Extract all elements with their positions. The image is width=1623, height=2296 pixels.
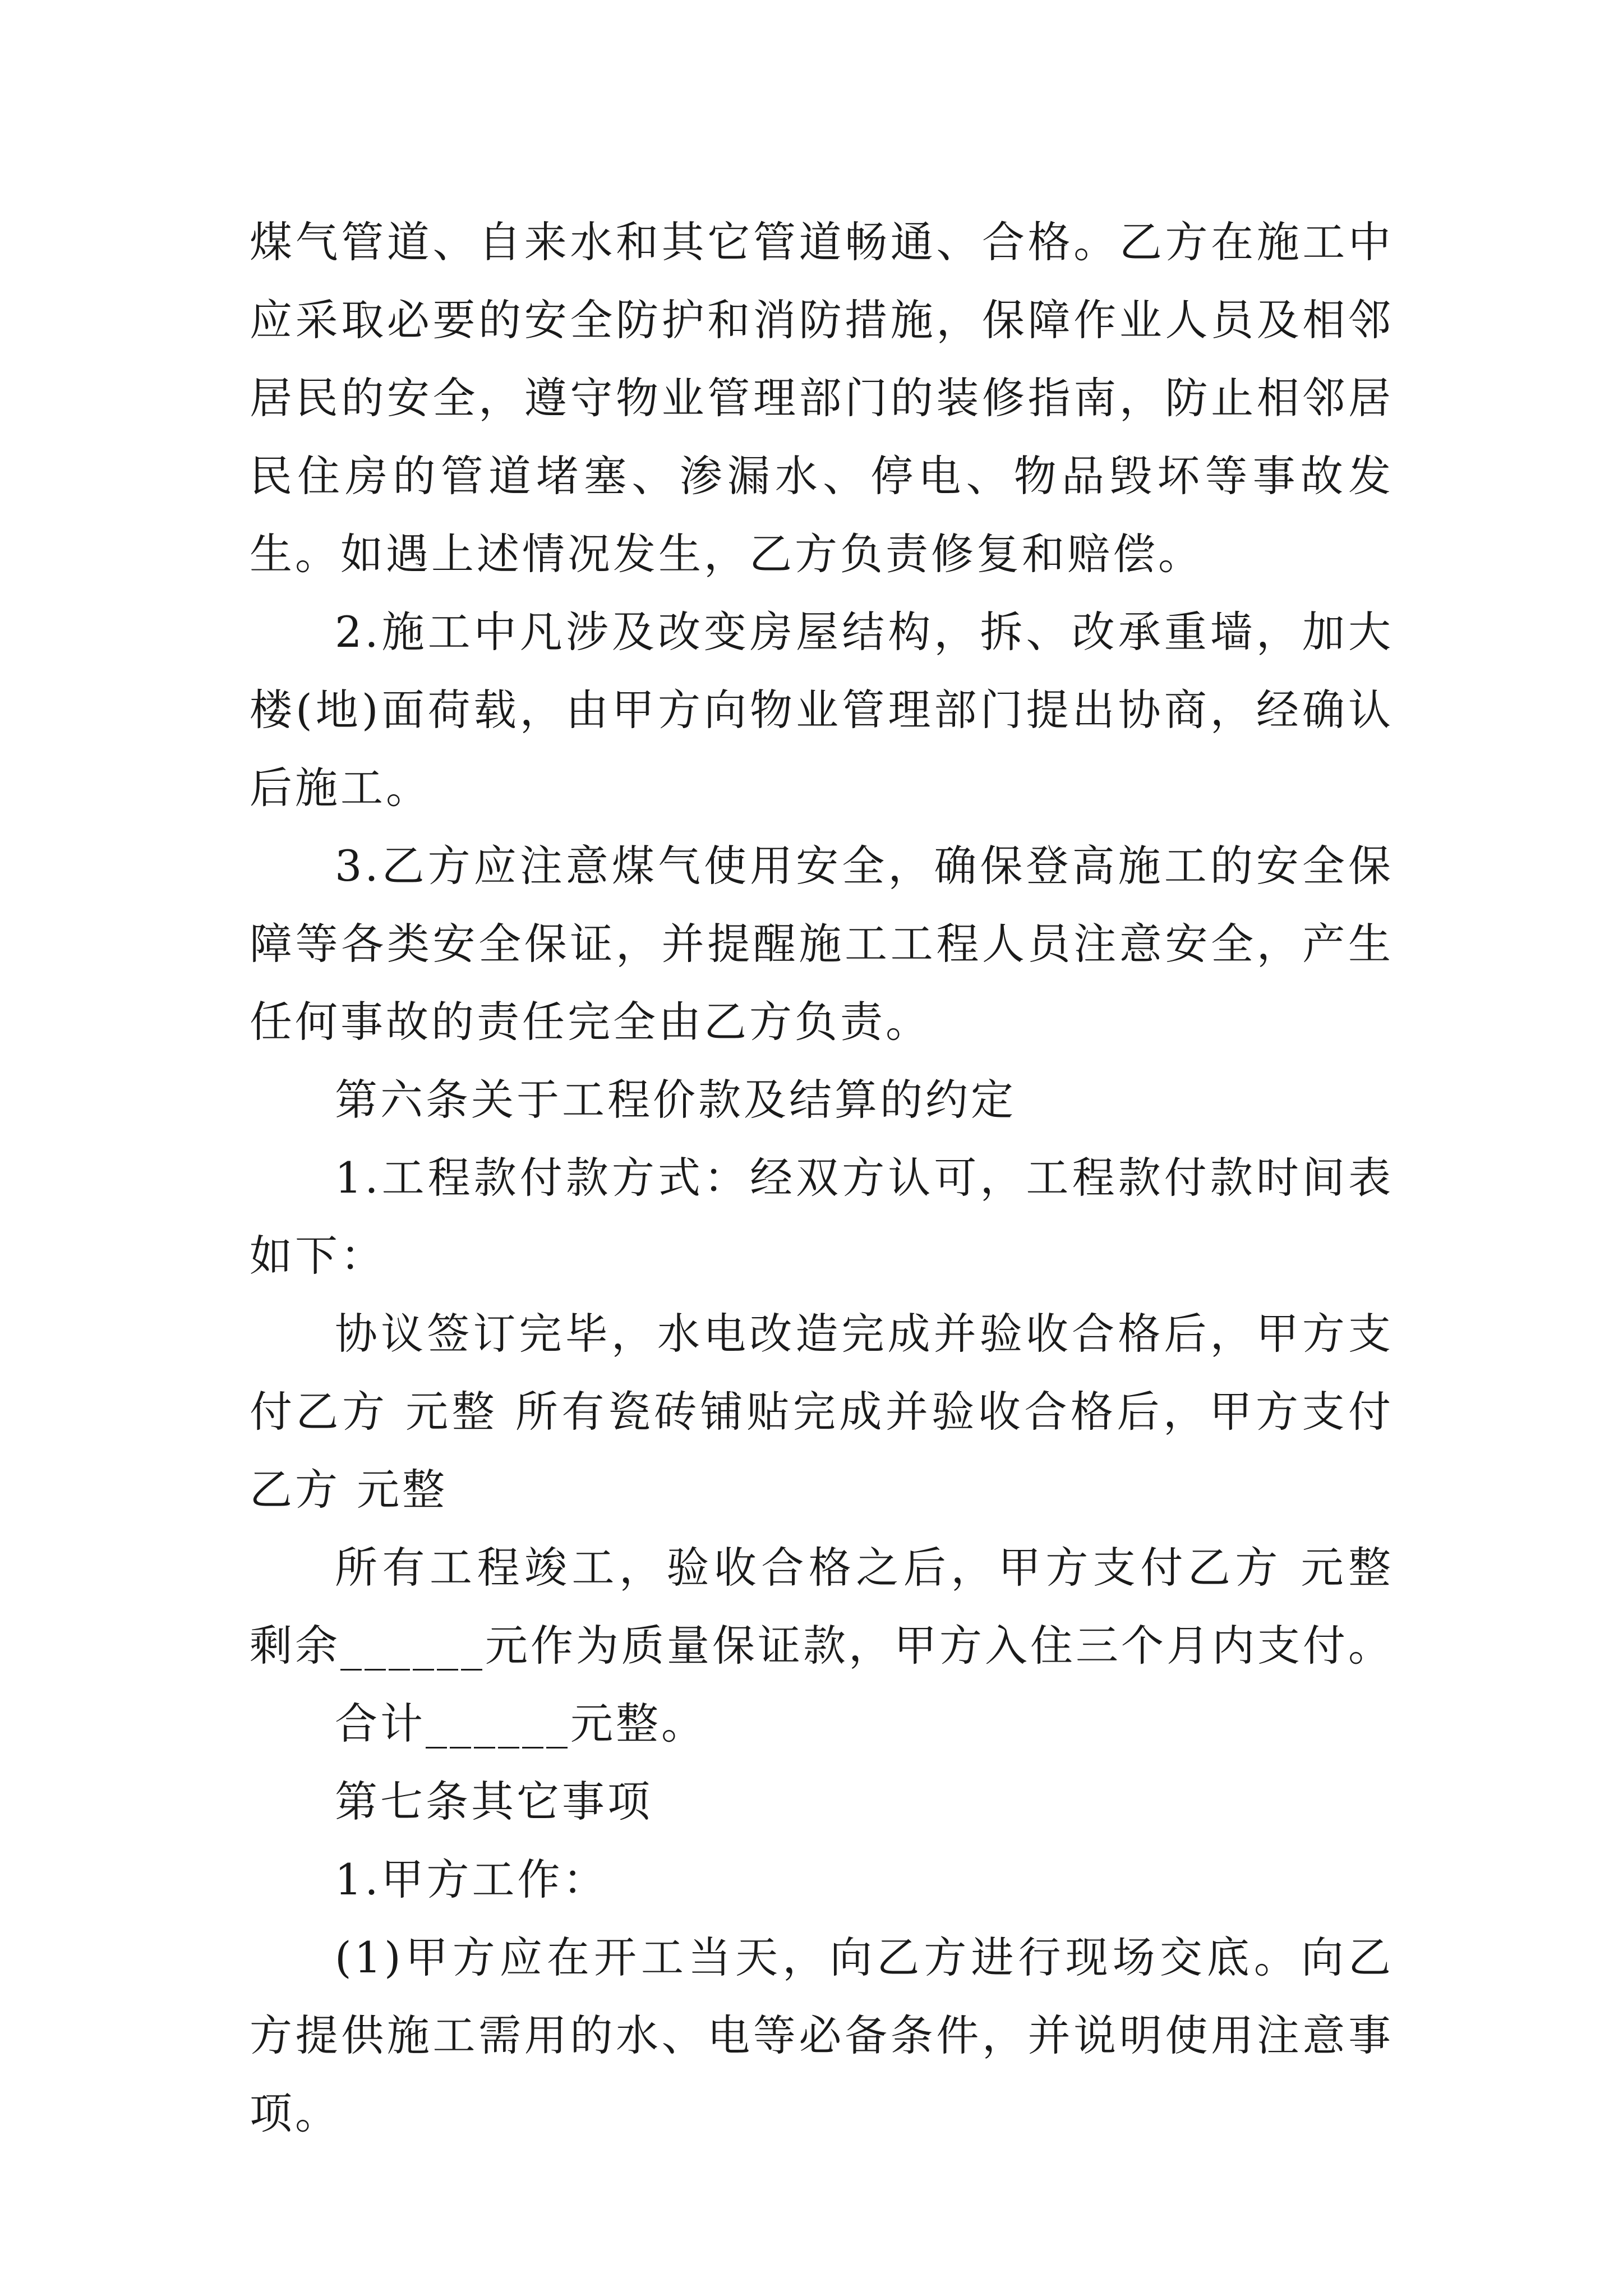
section-heading-article-6: 第六条关于工程价款及结算的约定 <box>335 1075 1016 1125</box>
paragraph-1: 煤气管道、自来水和其它管道畅通、合格。乙方在施工中应采取必要的安全防护和消防措施，保障作业人员及相邻居民的安全，遵守物业管理部门的装修指南，防止相邻居民住房的管道堵塞、渗漏水、停电、物品毁坏等事故发生。如遇上述情况发生，乙方负责修复和赔偿。 <box>250 217 1394 579</box>
paragraph-3: 3.乙方应注意煤气使用安全，确保登高施工的安全保障等各类安全保证，并提醒施工工程人员注意安全，产生任何事故的责任完全由乙方负责。 <box>250 841 1394 1047</box>
section-heading-article-7: 第七条其它事项 <box>335 1777 653 1826</box>
paragraph-party-a-work: 1.甲方工作： <box>335 1855 608 1904</box>
paragraph-payment-method: 1.工程款付款方式：经双方认可，工程款付款时间表如下： <box>250 1153 1394 1281</box>
paragraph-payment-schedule-1: 协议签订完毕，水电改造完成并验收合格后，甲方支付乙方 元整 所有瓷砖铺贴完成并验收合格后，甲方支付乙方 元整 <box>250 1309 1394 1515</box>
document-body <box>250 203 1394 2152</box>
paragraph-total: 合计______元整。 <box>335 1699 707 1749</box>
paragraph-2: 2.施工中凡涉及改变房屋结构，拆、改承重墙，加大楼(地)面荷载，由甲方向物业管理部门提出协商，经确认后施工。 <box>250 607 1394 813</box>
paragraph-party-a-item-1: (1)甲方应在开工当天，向乙方进行现场交底。向乙方提供施工需用的水、电等必备条件，并说明使用注意事项。 <box>250 1932 1394 2138</box>
paragraph-payment-schedule-2: 所有工程竣工，验收合格之后，甲方支付乙方 元整剩余______元作为质量保证款，甲方入住三个月内支付。 <box>250 1543 1394 1671</box>
